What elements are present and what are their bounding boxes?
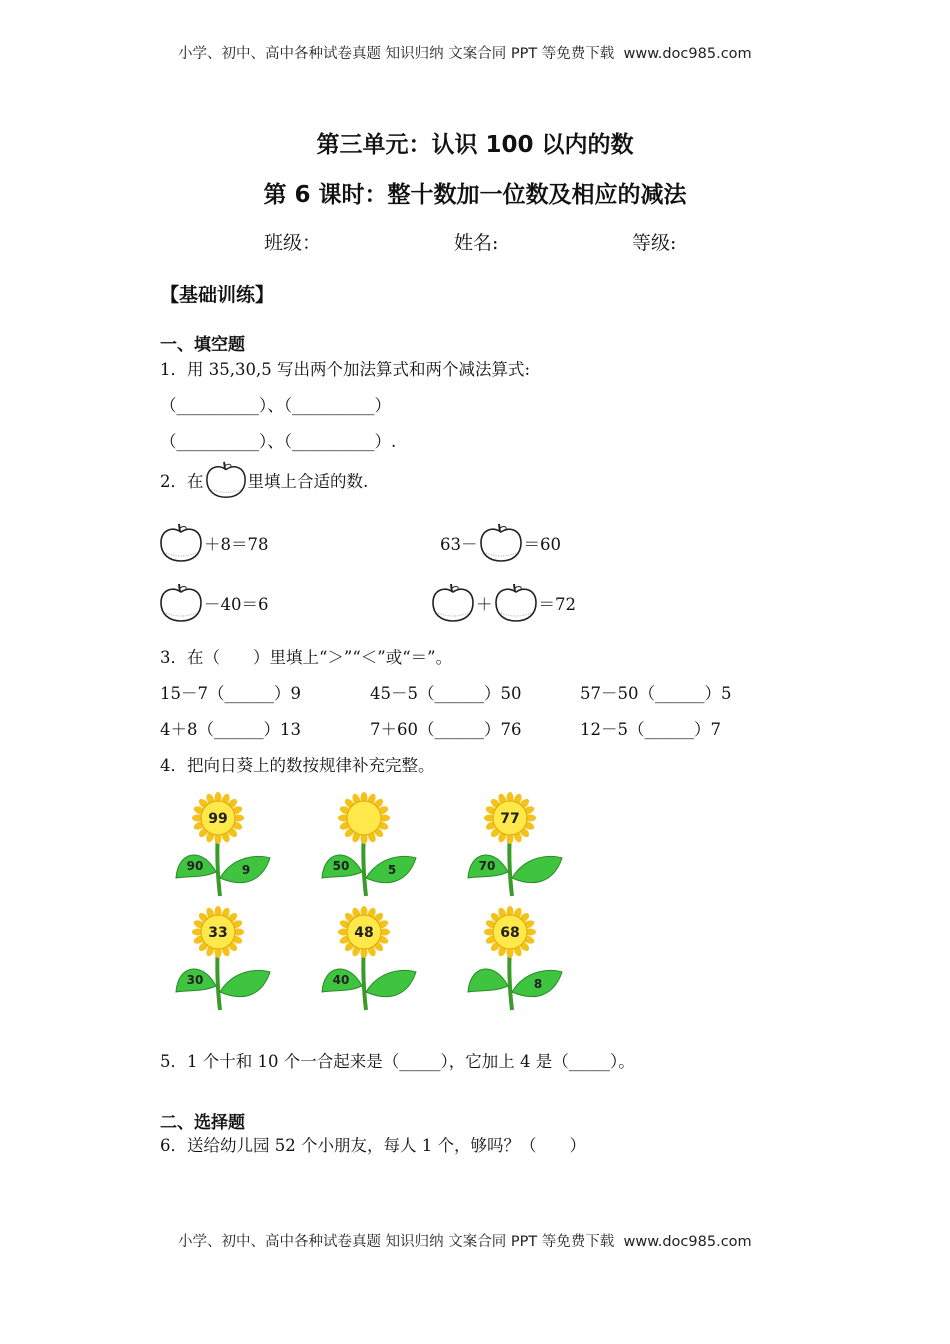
page-footer: [178, 1230, 752, 1251]
sunflower-left-leaf: [468, 969, 508, 992]
sunflower-drawing: [450, 792, 570, 900]
sunflower-head-number: 33: [208, 925, 228, 941]
grade-label: 等级:: [632, 232, 677, 254]
header-text: 小学、初中、高中各种试卷真题 知识归纳 文案合同 PPT 等免费下载: [178, 46, 615, 62]
q2-equation-2: [440, 522, 561, 564]
sunflower-right-leaf: [366, 970, 416, 996]
sunflower-drawing: [158, 792, 278, 900]
sunflower-drawing: [158, 906, 278, 1014]
sunflower: [304, 906, 424, 1014]
sunflower-left-leaf-number: 90: [186, 859, 204, 873]
apple-blank-icon[interactable]: [478, 522, 524, 564]
sunflower-head-number: 99: [208, 811, 228, 827]
sunflower-drawing: [304, 792, 424, 900]
footer-site-link[interactable]: www.doc985.com: [623, 1234, 752, 1250]
q3-row1-col2: 45－5（______）50: [370, 684, 522, 703]
sunflower: [450, 792, 570, 900]
apple-blank-icon[interactable]: [158, 522, 204, 564]
q2-suffix: 里填上合适的数.: [247, 472, 369, 491]
q3-row1-col1: 15－7（______）9: [160, 684, 301, 703]
sunflower-drawing: [450, 906, 570, 1014]
unit-title: 第三单元：认识 100 以内的数: [316, 132, 634, 158]
sunflower-left-leaf-number: 50: [332, 859, 350, 873]
q2-eq3-text: －40＝6: [204, 595, 269, 614]
q2-equation-1: [158, 522, 269, 564]
sunflower-head-number: 48: [354, 925, 374, 941]
q2-eq1-text: ＋8＝78: [204, 535, 269, 554]
q2-eq4-mid: ＋: [476, 595, 493, 614]
sunflower-drawing: [304, 906, 424, 1014]
q3-row1-col3: 57－50（______）5: [580, 684, 732, 703]
sunflower-left-leaf-number: 30: [186, 973, 204, 987]
apple-blank-icon[interactable]: [158, 582, 204, 624]
sunflower-left-leaf-number: 70: [478, 859, 496, 873]
q3-row2-col2: 7＋60（______）76: [370, 720, 522, 739]
apple-blank-icon[interactable]: [430, 582, 476, 624]
apple-blank-icon[interactable]: [493, 582, 539, 624]
q5-text: 5．1 个十和 10 个一合起来是（_____），它加上 4 是（_____）。: [160, 1052, 635, 1071]
q2-equation-4: [430, 582, 576, 624]
lesson-title: 第 6 课时：整十数加一位数及相应的减法: [263, 182, 687, 208]
sunflower: [158, 792, 278, 900]
class-label: 班级：: [264, 232, 322, 254]
q2-prefix: 2．在: [160, 472, 204, 491]
sunflower: [304, 792, 424, 900]
q1-text: 1．用 35,30,5 写出两个加法算式和两个减法算式:: [160, 360, 531, 379]
sunflower-head-number: 77: [500, 811, 520, 827]
q3-row2-col1: 4＋8（______）13: [160, 720, 301, 739]
sunflower-left-leaf-number: 40: [332, 973, 350, 987]
sunflower-right-leaf-number: 5: [387, 863, 397, 877]
footer-text: 小学、初中、高中各种试卷真题 知识归纳 文案合同 PPT 等免费下载: [178, 1234, 615, 1250]
sunflower: [158, 906, 278, 1014]
sunflower-head: [347, 801, 381, 835]
sunflower-right-leaf-number: 8: [533, 977, 543, 991]
page-header: [178, 42, 752, 63]
q2-eq4-post: ＝72: [538, 595, 576, 614]
sunflower-right-leaf: [512, 856, 562, 882]
q6-text: 6．送给幼儿园 52 个小朋友，每人 1 个，够吗？（ ）: [160, 1136, 586, 1155]
sunflower: [450, 906, 570, 1014]
q2-text: [160, 460, 368, 500]
q2-equation-3: [158, 582, 269, 624]
sunflower-head-number: 68: [500, 925, 520, 941]
q2-eq2-pre: 63－: [440, 535, 478, 554]
sunflower-right-leaf: [220, 970, 270, 996]
part2-heading: 二、选择题: [160, 1113, 245, 1133]
q1-row1: （__________）、（__________）: [160, 396, 391, 415]
q1-row2: （__________）、（__________）.: [160, 432, 397, 451]
apple-icon: [204, 460, 248, 500]
q3-text: 3．在（ ）里填上“＞”“＜”或“＝”。: [160, 648, 453, 667]
q2-eq2-post: ＝60: [523, 535, 561, 554]
part1-heading: 一、填空题: [160, 335, 245, 355]
q3-row2-col3: 12－5（______）7: [580, 720, 721, 739]
sunflower-right-leaf-number: 9: [241, 863, 251, 877]
header-site-link[interactable]: www.doc985.com: [623, 46, 752, 62]
q4-text: 4．把向日葵上的数按规律补充完整。: [160, 756, 435, 775]
section-basic-training: 【基础训练】: [160, 284, 275, 306]
name-label: 姓名:: [454, 232, 499, 254]
